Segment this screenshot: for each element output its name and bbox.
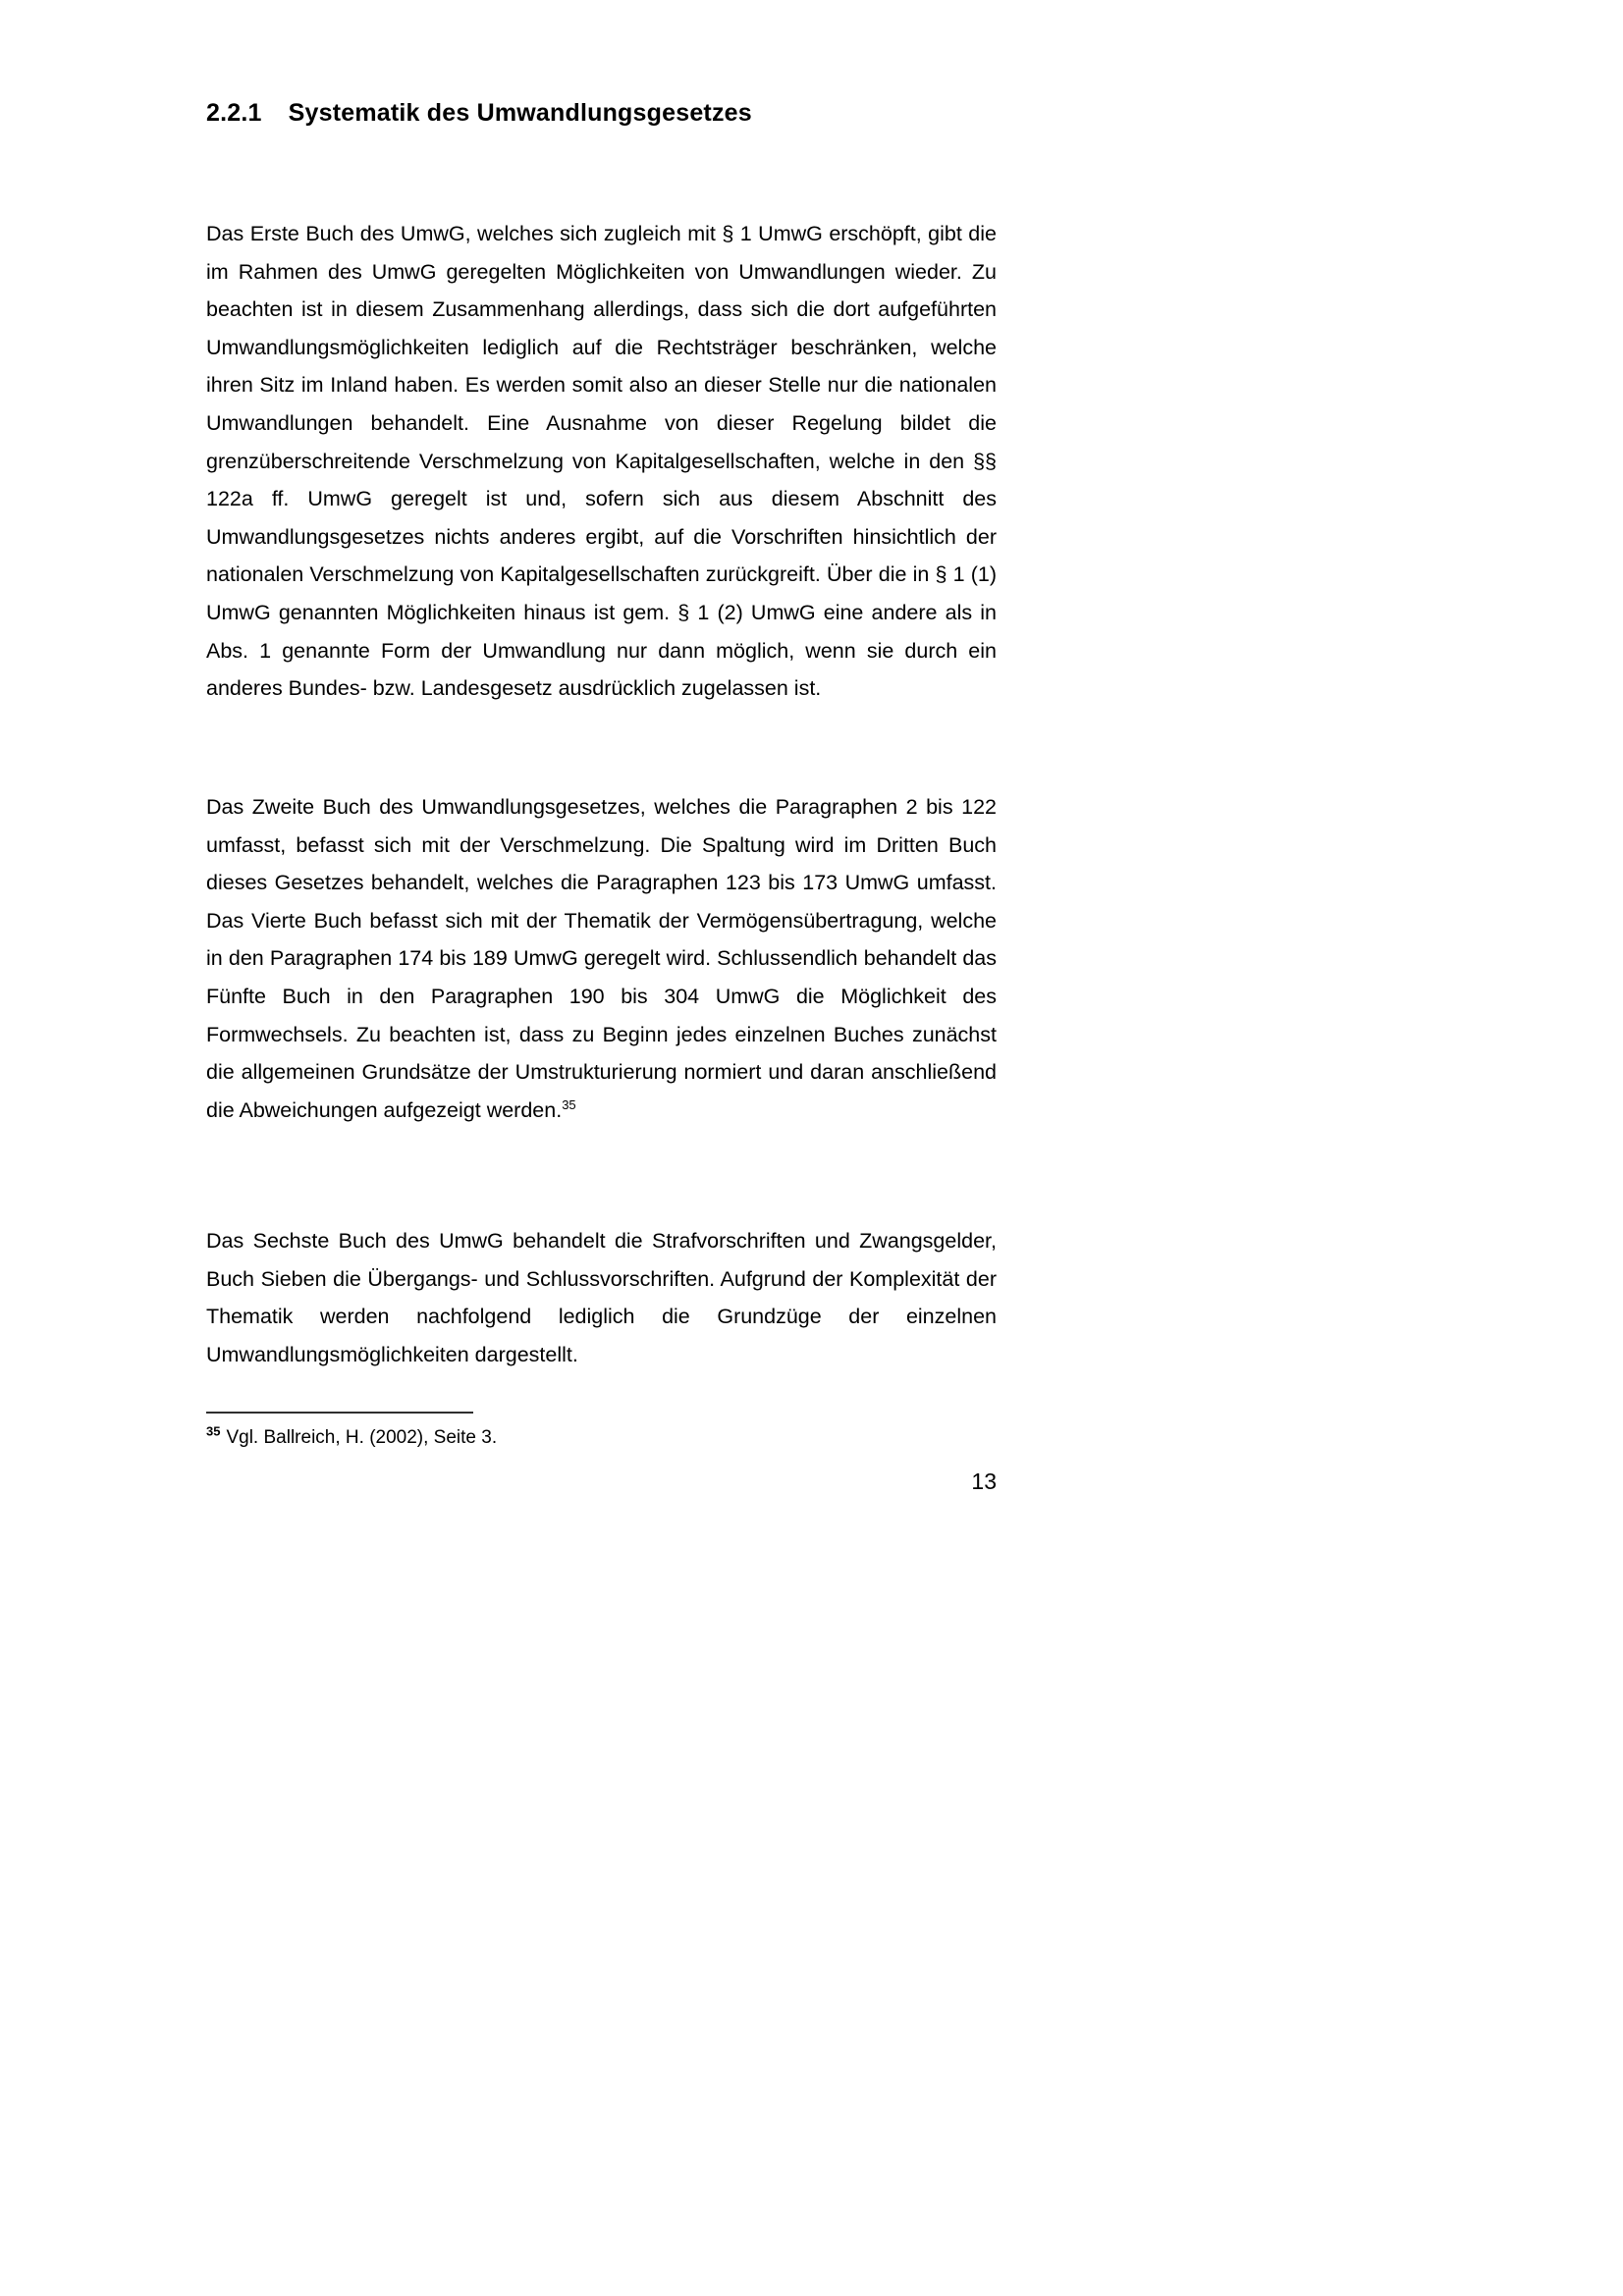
paragraph-1 bbox=[206, 215, 997, 708]
paragraph-3-text: Das Sechste Buch des UmwG behandelt die Strafvorschriften und Zwangsgelder, Buch Sieben die Übergangs- und Schlussvorschriften. Aufgrund der Komplexität der Thematik werden nachfolgend lediglich die Grundzüge der einzelnen Umwandlungsmöglichkeiten dargestellt. bbox=[206, 1229, 997, 1366]
paragraph-3 bbox=[206, 1222, 997, 1373]
footnote-marker: 35 bbox=[206, 1423, 221, 1439]
section-heading bbox=[206, 99, 997, 128]
footnote-separator bbox=[206, 1412, 473, 1414]
page-number: 13 bbox=[971, 1468, 997, 1494]
paragraph-2-text: Das Zweite Buch des Umwandlungsgesetzes, welches die Paragraphen 2 bis 122 umfasst, befasst sich mit der Verschmelzung. Die Spaltung wird im Dritten Buch dieses Gesetzes behandelt, welches die Paragraphen 123 bis 173 UmwG umfasst. Das Vierte Buch befasst sich mit der Thematik der Vermögensübertragung, welche in den Paragraphen 174 bis 189 UmwG geregelt wird. Schlussendlich behandelt das Fünfte Buch in den Paragraphen 190 bis 304 UmwG die Möglichkeit des Formwechsels. Zu beachten ist, dass zu Beginn jedes einzelnen Buches zunächst die allgemeinen Grundsätze der Umstrukturierung normiert und daran anschließend die Abweichungen aufgezeigt werden. bbox=[206, 795, 997, 1122]
section-title: Systematik des Umwandlungsgesetzes bbox=[288, 99, 752, 127]
footnote-area bbox=[206, 1412, 997, 1451]
paragraph-1-text: Das Erste Buch des UmwG, welches sich zugleich mit § 1 UmwG erschöpft, gibt die im Rahmen des UmwG geregelten Möglichkeiten von Umwandlungen wieder. Zu beachten ist in diesem Zusammenhang allerdings, dass sich die dort aufgeführten Umwandlungsmöglichkeiten lediglich auf die Rechtsträger beschränken, welche ihren Sitz im Inland haben. Es werden somit also an dieser Stelle nur die nationalen Umwandlungen behandelt. Eine Ausnahme von dieser Regelung bildet die grenzüberschreitende Verschmelzung von Kapitalgesellschaften, welche in den §§ 122a ff. UmwG geregelt ist und, sofern sich aus diesem Abschnitt des Umwandlungsgesetzes nichts anderes ergibt, auf die Vorschriften hinsichtlich der nationalen Verschmelzung von Kapitalgesellschaften zurückgreift. Über die in § 1 (1) UmwG genannten Möglichkeiten hinaus ist gem. § 1 (2) UmwG eine andere als in Abs. 1 genannte Form der Umwandlung nur dann möglich, wenn sie durch ein anderes Bundes- bzw. Landesgesetz ausdrücklich zugelassen ist. bbox=[206, 222, 997, 701]
footnote bbox=[206, 1425, 997, 1451]
section-number: 2.2.1 bbox=[206, 99, 262, 127]
paragraph-2 bbox=[206, 788, 997, 1129]
footnote-text: Vgl. Ballreich, H. (2002), Seite 3. bbox=[226, 1427, 498, 1448]
footnote-reference: 35 bbox=[562, 1096, 576, 1112]
